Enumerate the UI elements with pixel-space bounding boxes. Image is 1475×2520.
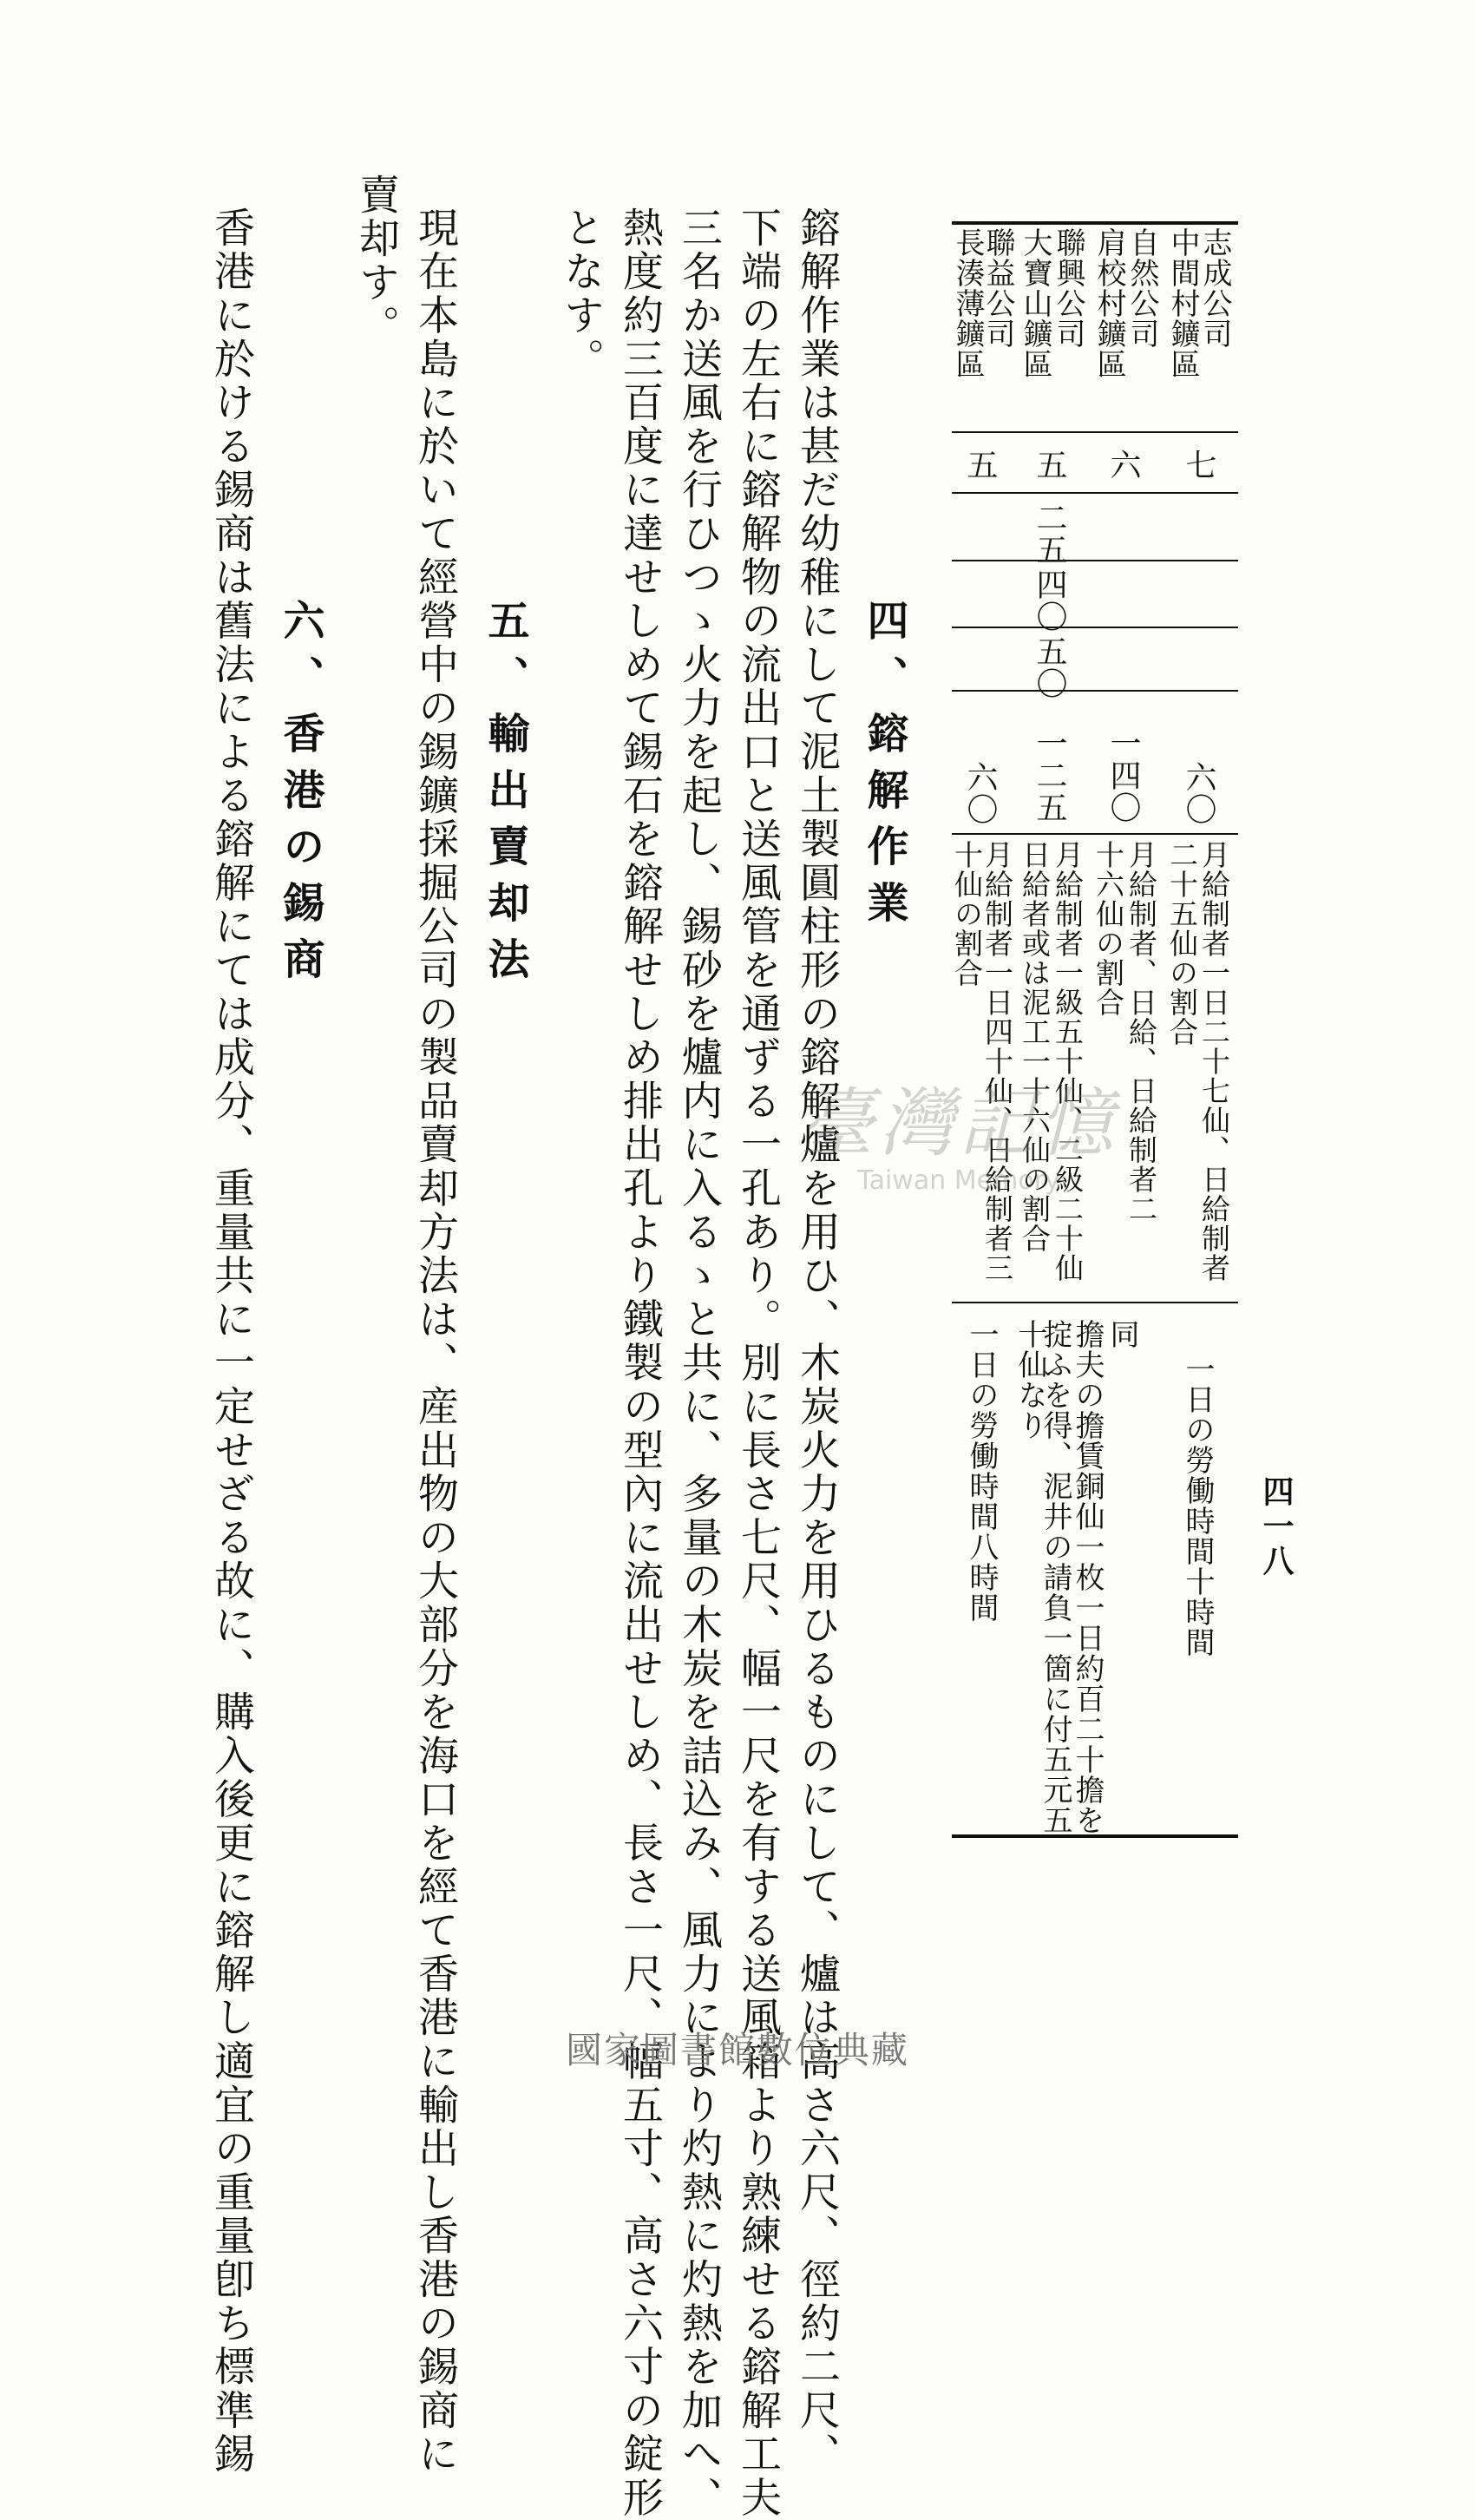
table-company: 大寶山鑛區 bbox=[1018, 227, 1052, 379]
table-note: 擔夫の擔賃銅仙一枚一日約百二十擔を bbox=[1070, 1319, 1105, 1835]
table-note: 同 bbox=[1105, 1319, 1139, 1349]
page-number: 四一八 bbox=[1258, 1475, 1295, 1579]
table-cell: 六 bbox=[1105, 449, 1141, 481]
table-company: 肩校村鑛區 bbox=[1092, 227, 1126, 379]
table-wage: 二十五仙の割合 bbox=[1165, 840, 1199, 1047]
table-wage: 月給制者、日給、日給制者二 bbox=[1124, 840, 1158, 1224]
body-line: 賣却す。 bbox=[352, 174, 400, 349]
table-cell: 七 bbox=[1181, 449, 1216, 481]
body-line: 鎔解作業は甚だ幼稚にして泥土製圓柱形の鎔解爐を用ひ、木炭火力を用ひるものにして、爐は高さ六尺、徑約二尺、 bbox=[793, 207, 841, 2477]
table-wage: 月給制者一級五十仙、二級二十仙 bbox=[1051, 840, 1085, 1283]
table-wage: 十六仙の割合 bbox=[1092, 840, 1125, 1017]
table-company: 中間村鑛區 bbox=[1165, 227, 1200, 379]
body-line: 三名か送風を行ひつゝ火力を起し、錫砂を爐内に入るゝと共に、多量の木炭を詰込み、風力により灼熱に灼熱を加へ、 bbox=[675, 207, 723, 2520]
table-rule bbox=[952, 492, 1238, 494]
body-line: 熱度約三百度に達せしめて錫石を鎔解せしめ排出孔より鐵製の型內に流出せしめ、長さ一尺、幅五寸、高さ六寸の錠形 bbox=[616, 207, 664, 2520]
table-cell: 四〇 bbox=[1032, 568, 1067, 633]
table-rule bbox=[952, 431, 1238, 433]
section-heading: 五、輸出賣却法 bbox=[481, 599, 529, 994]
table-note: 十仙なり bbox=[1013, 1319, 1047, 1440]
table-cell: 五 bbox=[962, 449, 998, 481]
table-company: 長湊薄鑛區 bbox=[950, 227, 985, 379]
table-wage: 月給制者一日四十仙、日給制者三 bbox=[980, 840, 1014, 1283]
body-line: 下端の左右に鎔解物の流出口と送風管を通ずる一孔あり。別に長さ七尺、幅一尺を有する送風箱より熟練せる鎔解工夫 bbox=[734, 207, 782, 2520]
table-rule bbox=[952, 833, 1238, 835]
watermark-subtext: Taiwan Memory bbox=[857, 1165, 1060, 1196]
table-company: 聯益公司 bbox=[980, 227, 1015, 349]
table-cell: 一四〇 bbox=[1105, 727, 1141, 824]
table-company: 自然公司 bbox=[1124, 227, 1159, 349]
table-cell: 二五 bbox=[1032, 502, 1067, 566]
body-line: となす。 bbox=[557, 207, 605, 382]
table-wage: 十仙の割合 bbox=[950, 840, 984, 988]
table-wage: 月給制者一日二十七仙、日給制者 bbox=[1197, 840, 1231, 1283]
table-rule bbox=[952, 560, 1238, 561]
footer-credit: 國家圖書館數位典藏 bbox=[565, 2029, 909, 2071]
section-heading: 四、鎔解作業 bbox=[860, 599, 908, 937]
table-cell: 六〇 bbox=[962, 761, 998, 825]
body-line: 現在本島に於いて經營中の錫鑛採掘公司の製品賣却方法は、産出物の大部分を海口を經て香港に輸出し香港の錫商に bbox=[411, 207, 459, 2477]
body-line: 香港に於ける錫商は舊法による鎔解にては成分、重量共に一定せざる故に、購入後更に鎔解し適宜の重量卽ち標準錫 bbox=[207, 207, 255, 2477]
table-note: 掟ふを得、泥井の請負一箇に付五元五 bbox=[1038, 1319, 1072, 1835]
table-wage: 日給者或は泥工一十六仙の割合 bbox=[1018, 840, 1052, 1253]
table-rule bbox=[952, 690, 1238, 692]
table-rule bbox=[952, 1302, 1238, 1303]
watermark-text: 臺灣記憶 bbox=[799, 1080, 1118, 1167]
table-company: 聯興公司 bbox=[1051, 227, 1085, 349]
table-note: 一日の勞働時間八時間 bbox=[964, 1319, 999, 1623]
table-note: 一日の勞働時間十時間 bbox=[1180, 1354, 1215, 1657]
table-cell: 六〇 bbox=[1181, 761, 1216, 825]
table-cell: 五 bbox=[1032, 449, 1067, 481]
table-rule bbox=[952, 627, 1238, 628]
table-company: 志成公司 bbox=[1197, 227, 1232, 349]
table-cell: 五〇 bbox=[1032, 635, 1067, 699]
table-cell: 一二五 bbox=[1032, 727, 1067, 824]
section-heading: 六、香港の錫商 bbox=[276, 599, 324, 994]
